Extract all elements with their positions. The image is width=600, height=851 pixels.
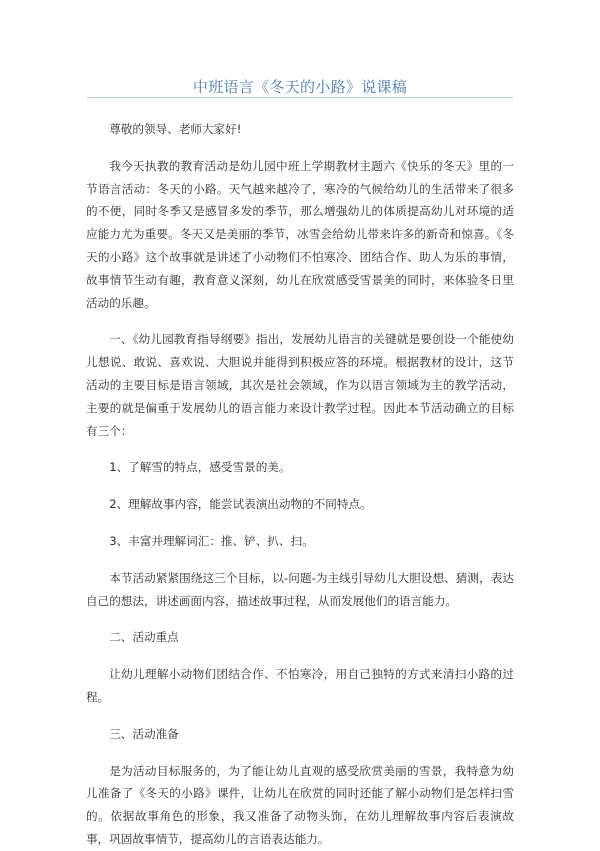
- title-divider: [87, 97, 513, 98]
- heading-activity-focus: 二、活动重点: [109, 630, 179, 645]
- document-title: 中班语言《冬天的小路》说课稿: [192, 78, 408, 96]
- goal-item-1: 1、了解雪的特点，感受雪景的美。: [109, 460, 291, 475]
- heading-activity-prep: 三、活动准备: [109, 726, 179, 741]
- document-body: [86, 118, 514, 851]
- goal-item-3: 3、丰富并理解词汇：推、铲、扒、扫。: [109, 533, 314, 548]
- summary-paragraph: 本节活动紧紧围绕这三个目标，以-问题-为主线引导幼儿大胆设想、猜测，表达自己的想法，讲述画面内容，描述故事过程，从而发展他们的语言能力。: [86, 570, 514, 608]
- focus-paragraph: 让幼儿理解小动物们团结合作、不怕寒冷，用自己独特的方式来清扫小路的过程。: [86, 667, 514, 704]
- section1-paragraph: 一、《幼儿园教育指导纲要》指出，发展幼儿语言的关键就是要创设一个能使幼儿想说、敢说、喜欢说、大胆说并能得到积极应答的环境。根据教材的设计，这节活动的主要目标是语言领域，其次是社会领域，作为以语言领域为主的教学活动，主要的就是偏重于发展幼儿的语言能力来设计教学过程。因此本节活动确立的目标有三个：: [86, 332, 514, 438]
- goal-item-2: 2、理解故事内容，能尝试表演出动物的不同特点。: [109, 497, 372, 512]
- prep-paragraph: 是为活动目标服务的，为了能让幼儿直观的感受欣赏美丽的雪景，我特意为幼儿准备了《冬天的小路》课件，让幼儿在欣赏的同时还能了解小动物们是怎样扫雪的。依据故事角色的形象，我又准备了动物头饰，在幼儿理解故事内容后表演故事，巩固故事情节，提高幼儿的言语表达能力。: [86, 763, 514, 846]
- intro-paragraph: 我今天执教的教育活动是幼儿园中班上学期教材主题六《快乐的冬天》里的一节语言活动：冬天的小路。天气越来越冷了，寒冷的气候给幼儿的生活带来了很多的不便，同时冬季又是感冒多发的季节，那么增强幼儿的体质提高幼儿对环境的适应能力尤为重要。冬天又是美丽的季节，冰雪会给幼儿带来许多的新奇和惊喜。《冬天的小路》这个故事就是讲述了小动物们不怕寒冷、团结合作、助人为乐的事情，故事情节生动有趣，教育意义深刻，幼儿在欣赏感受雪景美的同时，来体验冬日里活动的乐趣。: [86, 158, 514, 310]
- greeting: 尊敬的领导、老师大家好!: [109, 122, 242, 136]
